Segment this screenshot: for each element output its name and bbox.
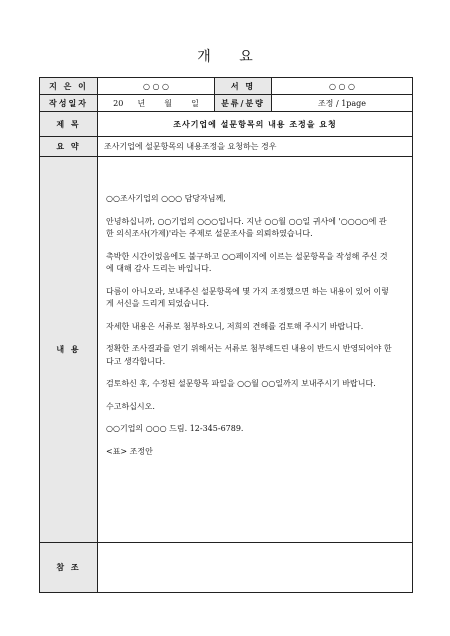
date-year-unit: 년: [137, 98, 146, 108]
author-value[interactable]: ○ ○ ○: [98, 78, 215, 95]
page-title: 개 요: [197, 49, 265, 65]
subject-label: 제 목: [40, 112, 98, 137]
body-paragraph: 다름이 아니오라, 보내주신 설문항목에 몇 가지 조정했으면 하는 내용이 있어 이렇게 서신을 드리게 되었습니다.: [106, 286, 389, 308]
body-paragraph: 수고하십시오.: [106, 401, 155, 411]
date-label: 작성일자: [40, 95, 98, 112]
date-year: 20: [113, 98, 124, 108]
body-paragraph: 안녕하십니까, ○○기업의 ○○○입니다. 지난 ○○월 ○○일 귀사에 '○○○○에 관한 의식조사(가제)'라는 주제로 설문조사를 의뢰하였습니다.: [106, 216, 387, 238]
subject-value[interactable]: 조사기업에 설문항목의 내용 조정을 요청: [98, 112, 413, 137]
body-paragraph: 자세한 내용은 서류로 첨부하오니, 저희의 견해를 검토해 주시기 바랍니다.: [106, 321, 364, 331]
body-paragraph: ○○조사기업의 ○○○ 담당자님께,: [106, 194, 226, 203]
author-label: 지 은 이: [40, 78, 98, 95]
body-paragraph: 정확한 조사결과를 얻기 위해서는 서류로 첨부해드린 내용이 반드시 반영되어야 한다고 생각합니다.: [106, 344, 392, 366]
reference-label: 참 조: [40, 543, 98, 593]
content-body[interactable]: [98, 157, 413, 543]
summary-label: 요 약: [40, 137, 98, 157]
signature-value[interactable]: ○ ○ ○: [272, 78, 413, 95]
date-day-unit: 일: [191, 98, 199, 108]
body-paragraph: <표> 조정안: [106, 446, 153, 456]
reference-value[interactable]: [98, 543, 413, 593]
summary-form: [39, 77, 413, 593]
body-paragraph: 검토하신 후, 수정된 설문항목 파일을 ○○월 ○○일까지 보내주시기 바랍니다.: [106, 379, 376, 388]
content-label: 내 용: [40, 157, 98, 543]
signature-label: 서 명: [215, 78, 272, 95]
date-value[interactable]: [98, 95, 215, 112]
summary-value[interactable]: 조사기업에 설문항목의 내용조정을 요청하는 경우: [98, 137, 413, 157]
body-paragraph: 촉박한 시간이었음에도 불구하고 ○○페이지에 이르는 설문항목을 작성해 주신 것에 대해 감사 드리는 바입니다.: [106, 251, 388, 273]
date-month-unit: 월: [164, 98, 172, 108]
category-value[interactable]: 조정 / 1page: [272, 95, 413, 112]
body-paragraph: ○○기업의 ○○○ 드림. 12-345-6789.: [106, 424, 244, 433]
category-label: 분류/분량: [215, 95, 272, 112]
